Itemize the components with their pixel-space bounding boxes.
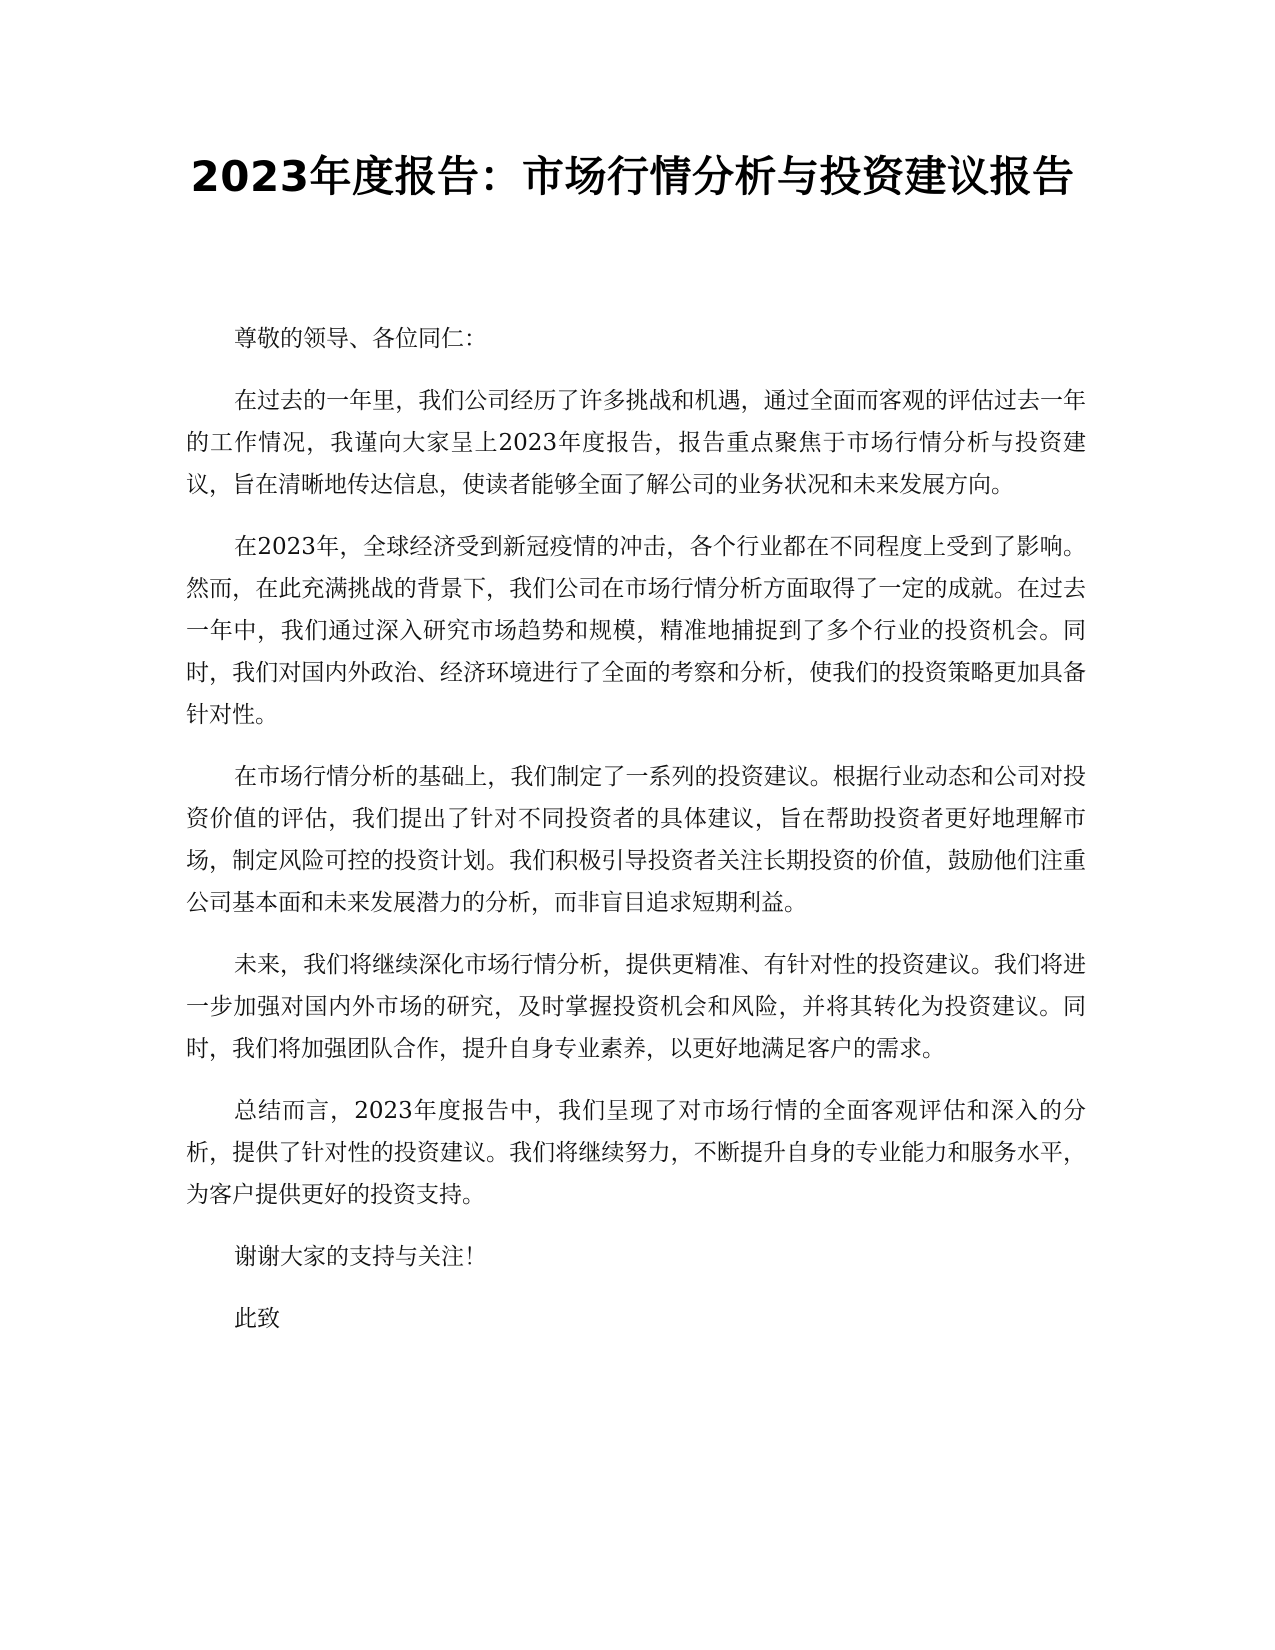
paragraph-summary: 总结而言，2023年度报告中，我们呈现了对市场行情的全面客观评估和深入的分析，提供了针对性的投资建议。我们将继续努力，不断提升自身的专业能力和服务水平，为客户提供更好的投资支持。: [186, 1098, 1086, 1208]
paragraph-intro: 在过去的一年里，我们公司经历了许多挑战和机遇，通过全面而客观的评估过去一年的工作情况，我谨向大家呈上2023年度报告，报告重点聚焦于市场行情分析与投资建议，旨在清晰地传达信息，使读者能够全面了解公司的业务状况和未来发展方向。: [186, 388, 1086, 498]
closing-line: 此致: [234, 1306, 280, 1332]
salutation: 尊敬的领导、各位同仁：: [234, 326, 487, 352]
paragraph-market-review: 在2023年，全球经济受到新冠疫情的冲击，各个行业都在不同程度上受到了影响。然而，在此充满挑战的背景下，我们公司在市场行情分析方面取得了一定的成就。在过去一年中，我们通过深入研究市场趋势和规模，精准地捕捉到了多个行业的投资机会。同时，我们对国内外政治、经济环境进行了全面的考察和分析，使我们的投资策略更加具备针对性。: [186, 534, 1086, 728]
paragraph-future-plans: 未来，我们将继续深化市场行情分析，提供更精准、有针对性的投资建议。我们将进一步加强对国内外市场的研究，及时掌握投资机会和风险，并将其转化为投资建议。同时，我们将加强团队合作，提升自身专业素养，以更好地满足客户的需求。: [186, 952, 1086, 1062]
document-body: [186, 318, 1086, 1360]
title-block: [180, 140, 1085, 214]
paragraph-investment-advice: 在市场行情分析的基础上，我们制定了一系列的投资建议。根据行业动态和公司对投资价值的评估，我们提出了针对不同投资者的具体建议，旨在帮助投资者更好地理解市场，制定风险可控的投资计划。我们积极引导投资者关注长期投资的价值，鼓励他们注重公司基本面和未来发展潜力的分析，而非盲目追求短期利益。: [186, 764, 1086, 916]
document-title: 2023年度报告：市场行情分析与投资建议报告: [190, 152, 1075, 201]
thanks-line: 谢谢大家的支持与关注！: [234, 1244, 487, 1270]
